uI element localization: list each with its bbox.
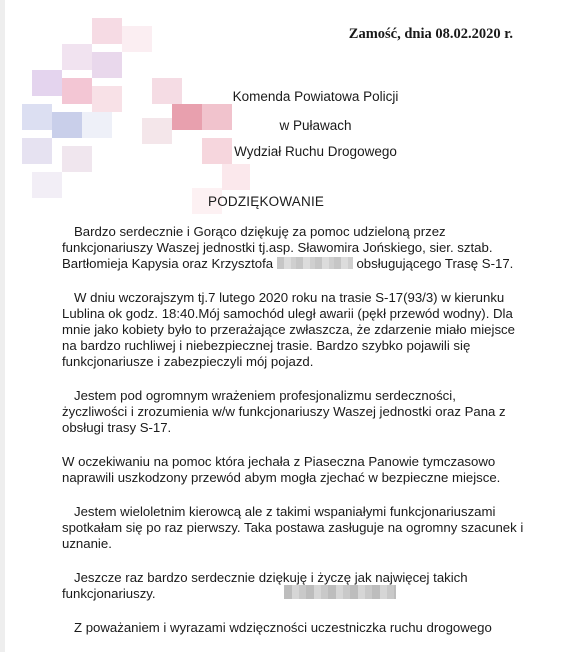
- text-line: Jestem pod ogromnym wrażeniem profesjonalizmu serdeczności,: [74, 388, 456, 403]
- paragraph-3: [62, 388, 552, 436]
- text-line: mnie jako kobiety było to przerażające zwłaszcza, że zdarzenie miało miejsce: [62, 322, 515, 337]
- text-line: funkcjonariuszy.: [62, 586, 156, 601]
- text-line: naprawili uszkodzony przewód abym mogła zjechać w bezpieczne miejsce.: [62, 470, 501, 485]
- text-line: uznanie.: [62, 536, 112, 551]
- paragraph-4: [62, 454, 552, 486]
- text-line: na bardzo ruchliwej i niebezpiecznej trasie. Bardzo szybko pojawili się: [62, 338, 471, 353]
- text-line: obsługi trasy S-17.: [62, 420, 172, 435]
- closing-line: [62, 620, 552, 636]
- text-line: życzliwości i zrozumienia w/w funkcjonariuszy Waszej jednostki oraz Pana z: [62, 404, 506, 419]
- text-line: Z poważaniem i wyrazami wdzięczności uczestniczka ruchu drogowego: [74, 620, 492, 635]
- text-line: W dniu wczorajszym tj.7 lutego 2020 roku na trasie S-17(93/3) w kierunku: [74, 290, 505, 305]
- text-line: W oczekiwaniu na pomoc która jechała z Piaseczna Panowie tymczasowo: [62, 454, 496, 469]
- text-line: Jestem wieloletnim kierowcą ale z takimi wspaniałymi funkcjonariuszami: [74, 504, 496, 519]
- recipient-line-2: w Puławach: [279, 118, 352, 133]
- text-fragment: obsługującego Trasę S-17.: [356, 256, 514, 271]
- paragraph-2: [62, 290, 552, 370]
- paragraph-1: [62, 224, 552, 272]
- text-line: Jeszcze raz bardzo serdecznie dziękuję i życzę jak najwięcej takich: [74, 570, 468, 585]
- text-line: Lublina ok godz. 18:40.Mój samochód uległ awarii (pękł przewód wodny). Dla: [62, 306, 513, 321]
- recipient-line-1: Komenda Powiatowa Policji: [232, 89, 399, 104]
- letter-title: PODZIĘKOWANIE: [208, 194, 325, 209]
- recipient-line-3: Wydział Ruchu Drogowego: [234, 144, 397, 159]
- paragraph-5: [62, 504, 552, 552]
- text-line: [62, 256, 552, 272]
- text-line: funkcjonariuszy Waszej jednostki tj.asp. Sławomira Jońskiego, sier. sztab.: [62, 240, 493, 255]
- text-fragment: Bartłomieja Kapysia oraz Krzysztofa: [62, 256, 274, 271]
- scan-edge: [0, 0, 5, 652]
- text-line: funkcjonariusze i zabezpieczyli mój pojazd.: [62, 354, 314, 369]
- redacted-signature: [284, 585, 396, 599]
- text-line: Bardzo serdecznie i Gorąco dziękuję za pomoc udzieloną przez: [74, 224, 446, 239]
- letter-date: Zamość, dnia 08.02.2020 r.: [348, 26, 513, 42]
- redacted-surname: [277, 257, 353, 269]
- text-line: spotkałam się po raz pierwszy. Taka postawa zasługuje na ogromny szacunek i: [62, 520, 524, 535]
